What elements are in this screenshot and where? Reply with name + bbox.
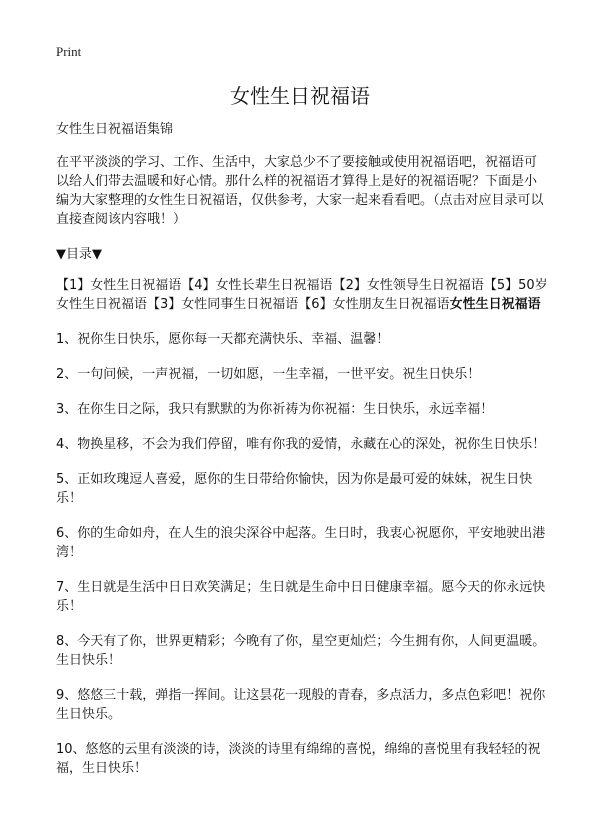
wish-item-2: 2、一句问候，一声祝福，一切如愿，一生幸福，一世平安。祝生日快乐！ (56, 367, 481, 382)
toc-item-1[interactable]: 【1】女性生日祝福语 (56, 278, 182, 293)
wish-item-10: 10、悠悠的云里有淡淡的诗，淡淡的诗里有绵绵的喜悦，绵绵的喜悦里有我轻轻的祝福，生日快乐！ (56, 742, 541, 776)
table-of-contents (56, 276, 548, 314)
document-content (56, 120, 548, 794)
toc-item-2[interactable]: 【2】女性领导生日祝福语 (332, 278, 484, 293)
intro-paragraph: 在平平淡淡的学习、工作、生活中，大家总少不了要接触或使用祝福语吧，祝福语可以给人们带去温暖和好心情。那什么样的祝福语才算得上是好的祝福语呢？下面是小编为大家整理的女性生日祝福语，仅供参考，大家一起来看看吧。（点击对应目录可以直接查阅该内容哦！） (56, 155, 544, 227)
wish-item-1: 1、祝你生日快乐，愿你每一天都充满快乐、幸福、温馨！ (56, 332, 390, 347)
toc-item-5[interactable]: 【5】50岁女性生日祝福语 (56, 278, 548, 312)
wish-item-8: 8、今天有了你，世界更精彩；今晚有了你，星空更灿烂；今生拥有你，人间更温暖。生日快乐！ (56, 634, 546, 668)
wish-item-6: 6、你的生命如舟，在人生的浪尖深谷中起落。生日时，我衷心祝愿你，平安地驶出港湾！ (56, 526, 546, 560)
toc-item-3[interactable]: 【3】女性同事生日祝福语 (147, 297, 299, 312)
page-title: 女性生日祝福语 (230, 84, 370, 108)
wish-item-5: 5、正如玫瑰逗人喜爱，愿你的生日带给你愉快，因为你是最可爱的妹妹，祝生日快乐！ (56, 472, 533, 506)
document-subtitle: 女性生日祝福语集锦 (56, 122, 174, 137)
toc-label: ▼目录▼ (56, 247, 102, 262)
toc-item-4[interactable]: 【4】女性长辈生日祝福语 (181, 278, 333, 293)
wish-item-3: 3、在你生日之际，我只有默默的为你祈祷为你祝福：生日快乐，永远幸福！ (56, 402, 494, 417)
print-link[interactable]: Print (56, 44, 82, 59)
wish-item-7: 7、生日就是生活中日日欢笑满足；生日就是生命中日日健康幸福。愿今天的你永远快乐！ (56, 580, 546, 614)
wish-item-4: 4、物换星移，不会为我们停留，唯有你我的爱情，永藏在心的深处，祝你生日快乐！ (56, 437, 546, 452)
section-heading: 女性生日祝福语 (449, 297, 541, 312)
toc-item-6[interactable]: 【6】女性朋友生日祝福语 (298, 297, 450, 312)
wish-item-9: 9、悠悠三十载，弹指一挥间。让这昙花一现般的青春，多点活力，多点色彩吧！祝你生日快乐。 (56, 688, 546, 722)
